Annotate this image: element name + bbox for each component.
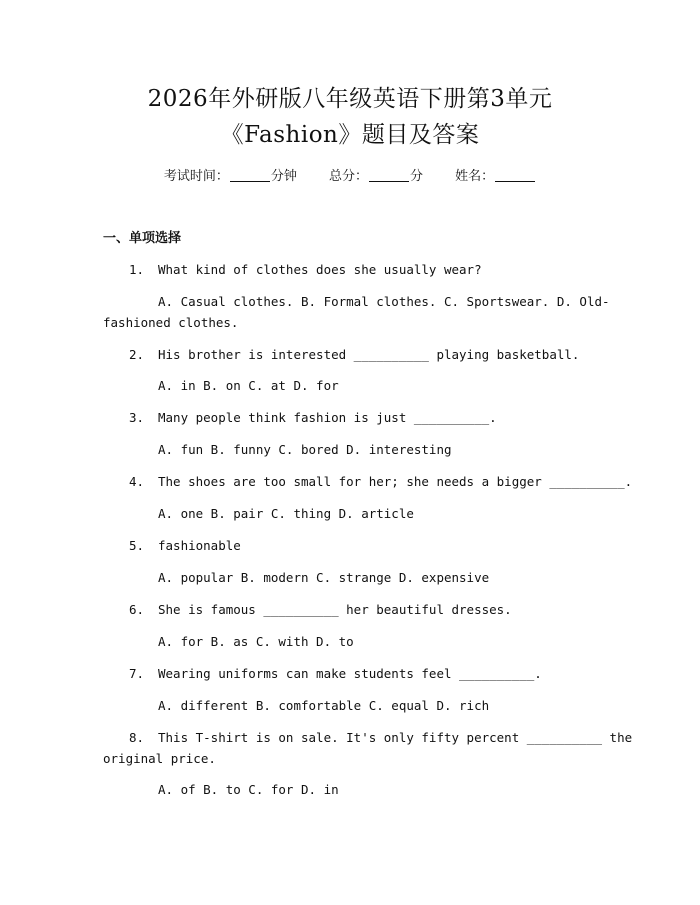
question-2-number: 2.: [129, 347, 145, 362]
question-4-options: A. one B. pair C. thing D. article: [158, 506, 414, 521]
question-5-text: fashionable: [158, 538, 241, 553]
question-3-options: A. fun B. funny C. bored D. interesting: [158, 442, 452, 457]
total-score-label: 总分：: [328, 169, 368, 184]
question-7-number: 7.: [129, 666, 145, 681]
question-8-text-continued: original price.: [103, 751, 216, 766]
question-2-text: His brother is interested __________ playing basketball.: [158, 347, 580, 362]
exam-time-field: [164, 169, 301, 184]
question-2-options: A. in B. on C. at D. for: [158, 378, 339, 393]
question-1-options-continued: fashioned clothes.: [103, 315, 239, 330]
question-1-text: What kind of clothes does she usually wear?: [158, 262, 482, 277]
question-4-number: 4.: [129, 474, 145, 489]
name-blank: [495, 169, 535, 182]
question-3-number: 3.: [129, 410, 145, 425]
question-7-text: Wearing uniforms can make students feel __________.: [158, 666, 542, 681]
question-5-options: A. popular B. modern C. strange D. expensive: [158, 570, 490, 585]
question-7-options: A. different B. comfortable C. equal D. rich: [158, 698, 490, 713]
total-score-field: [329, 169, 427, 184]
question-1-number: 1.: [129, 262, 145, 277]
exam-time-unit: 分钟: [270, 169, 297, 184]
question-8-text: This T-shirt is on sale. It's only fifty percent __________ the: [158, 730, 633, 745]
name-field: [455, 169, 536, 184]
question-6-number: 6.: [129, 602, 145, 617]
page-title-line-1: 2026年外研版八年级英语下册第3单元: [147, 86, 553, 112]
question-8-options: A. of B. to C. for D. in: [158, 782, 339, 797]
exam-time-label: 考试时间：: [163, 169, 229, 184]
question-6-options: A. for B. as C. with D. to: [158, 634, 354, 649]
question-6-text: She is famous __________ her beautiful dresses.: [158, 602, 512, 617]
question-1-options: A. Casual clothes. B. Formal clothes. C. Sportswear. D. Old-: [158, 294, 610, 309]
question-4-text: The shoes are too small for her; she needs a bigger __________.: [158, 474, 633, 489]
page-title-line-2: 《Fashion》题目及答案: [220, 122, 480, 148]
name-label: 姓名：: [455, 169, 495, 184]
section-heading: 一、单项选择: [103, 231, 182, 246]
exam-time-blank: [230, 169, 270, 182]
total-score-unit: 分: [410, 169, 424, 184]
total-score-blank: [369, 169, 409, 182]
question-3-text: Many people think fashion is just __________.: [158, 410, 497, 425]
question-8-number: 8.: [129, 730, 145, 745]
question-5-number: 5.: [129, 538, 145, 553]
exam-meta: [0, 168, 700, 186]
